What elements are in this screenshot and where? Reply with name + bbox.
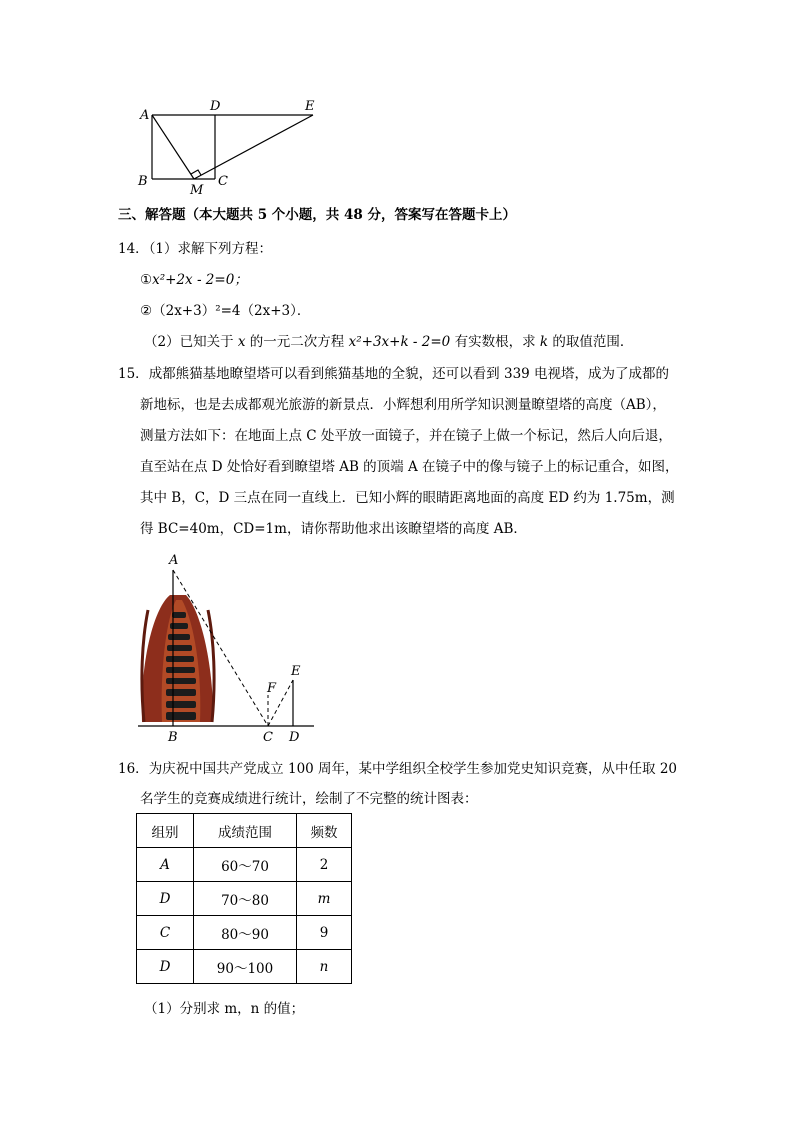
cell-frequency: 9 xyxy=(297,916,352,950)
q14-part2-a: （2）已知关于 xyxy=(144,334,238,350)
q15-line4: 直至站在点 D 处恰好看到瞭望塔 AB 的顶端 A 在镜子中的像与镜子上的标记重合，如图， xyxy=(140,459,679,475)
label-c: C xyxy=(263,730,273,745)
table-header-row xyxy=(137,814,352,848)
cell-range: 70～80 xyxy=(194,882,297,916)
q14-eq1-text: x²+2x - 2=0； xyxy=(152,272,248,288)
q14-part1-text: （1）求解下列方程： xyxy=(148,241,273,257)
header-range: 成绩范围 xyxy=(194,814,297,848)
tower-image xyxy=(142,595,214,722)
cell-frequency: m xyxy=(297,882,352,916)
cell-group: D xyxy=(137,882,194,916)
q16-text-1: 为庆祝中国共产党成立 100 周年，某中学组织全校学生参加党史知识竞赛，从中任取 20 xyxy=(148,761,678,777)
label-f: F xyxy=(267,681,277,696)
cell-group: D xyxy=(137,950,194,984)
cell-range: 80～90 xyxy=(194,916,297,950)
score-table xyxy=(136,813,352,984)
header-group: 组别 xyxy=(137,814,194,848)
q14-part2-eq: x²+3x+k - 2=0 xyxy=(348,334,451,350)
table-row xyxy=(137,882,352,916)
segment-me xyxy=(194,115,313,179)
q15-line1 xyxy=(118,365,669,383)
table-row xyxy=(137,848,352,882)
table-row xyxy=(137,950,352,984)
q14-part2 xyxy=(144,333,633,351)
q14-part2-x: x xyxy=(237,334,246,350)
q16-line2: 名学生的竞赛成绩进行统计，绘制了不完整的统计图表： xyxy=(140,791,478,807)
header-frequency: 频数 xyxy=(297,814,352,848)
q14-part2-c: 有实数根，求 xyxy=(450,334,540,350)
q14-eq2 xyxy=(140,302,310,320)
q16-sub1: （1）分别求 m，n 的值； xyxy=(144,1001,305,1017)
cell-range: 60～70 xyxy=(194,848,297,882)
q15-line6: 得 BC=40m，CD=1m，请你帮助他求出该瞭望塔的高度 AB． xyxy=(140,521,527,537)
q15-line2: 新地标，也是去成都观光旅游的新景点．小辉想利用所学知识测量瞭望塔的高度（AB）， xyxy=(140,397,666,413)
q14-part2-b: 的一元二次方程 xyxy=(245,334,349,350)
q15-text-1: 成都熊猫基地瞭望塔可以看到熊猫基地的全貌，还可以看到 339 电视塔，成为了成都的 xyxy=(148,366,670,382)
figure-tower xyxy=(130,550,330,745)
segment-am xyxy=(152,115,194,179)
cell-frequency: n xyxy=(297,950,352,984)
right-angle-mark xyxy=(191,170,201,175)
label-e: E xyxy=(291,664,301,679)
q14-part1 xyxy=(118,240,272,258)
circled-one: ① xyxy=(140,272,153,288)
label-a: A xyxy=(140,108,150,123)
section-heading: 三、解答题（本大题共 5 个小题，共 48 分，答案写在答题卡上） xyxy=(118,207,516,223)
q14-part2-d: 的取值范围． xyxy=(548,334,634,350)
cell-group: C xyxy=(137,916,194,950)
cell-range: 90～100 xyxy=(194,950,297,984)
q16-number: 16． xyxy=(118,761,149,777)
circled-two: ② xyxy=(140,303,153,319)
q15-line3: 测量方法如下：在地面上点 C 处平放一面镜子，并在镜子上做一个标记，然后人向后退， xyxy=(140,428,672,444)
q14-part2-k: k xyxy=(539,334,549,350)
q14-eq2-text: （2x+3）²=4（2x+3）． xyxy=(152,303,311,319)
figure-rectangle xyxy=(130,95,330,200)
table-row xyxy=(137,916,352,950)
q16-line1 xyxy=(118,760,677,778)
cell-group: A xyxy=(137,848,194,882)
label-a: A xyxy=(169,553,179,568)
q15-line5: 其中 B，C，D 三点在同一直线上．已知小辉的眼睛距离地面的高度 ED 约为 1.75m，测 xyxy=(140,490,675,506)
label-m: M xyxy=(190,183,204,198)
cell-frequency: 2 xyxy=(297,848,352,882)
label-b: B xyxy=(138,174,148,189)
q14-eq1 xyxy=(140,271,248,289)
label-d: D xyxy=(210,99,221,114)
q14-number: 14． xyxy=(118,241,149,257)
label-c: C xyxy=(218,174,228,189)
q15-number: 15． xyxy=(118,366,149,382)
label-d: D xyxy=(289,730,300,745)
label-e: E xyxy=(305,99,315,114)
label-b: B xyxy=(168,730,178,745)
